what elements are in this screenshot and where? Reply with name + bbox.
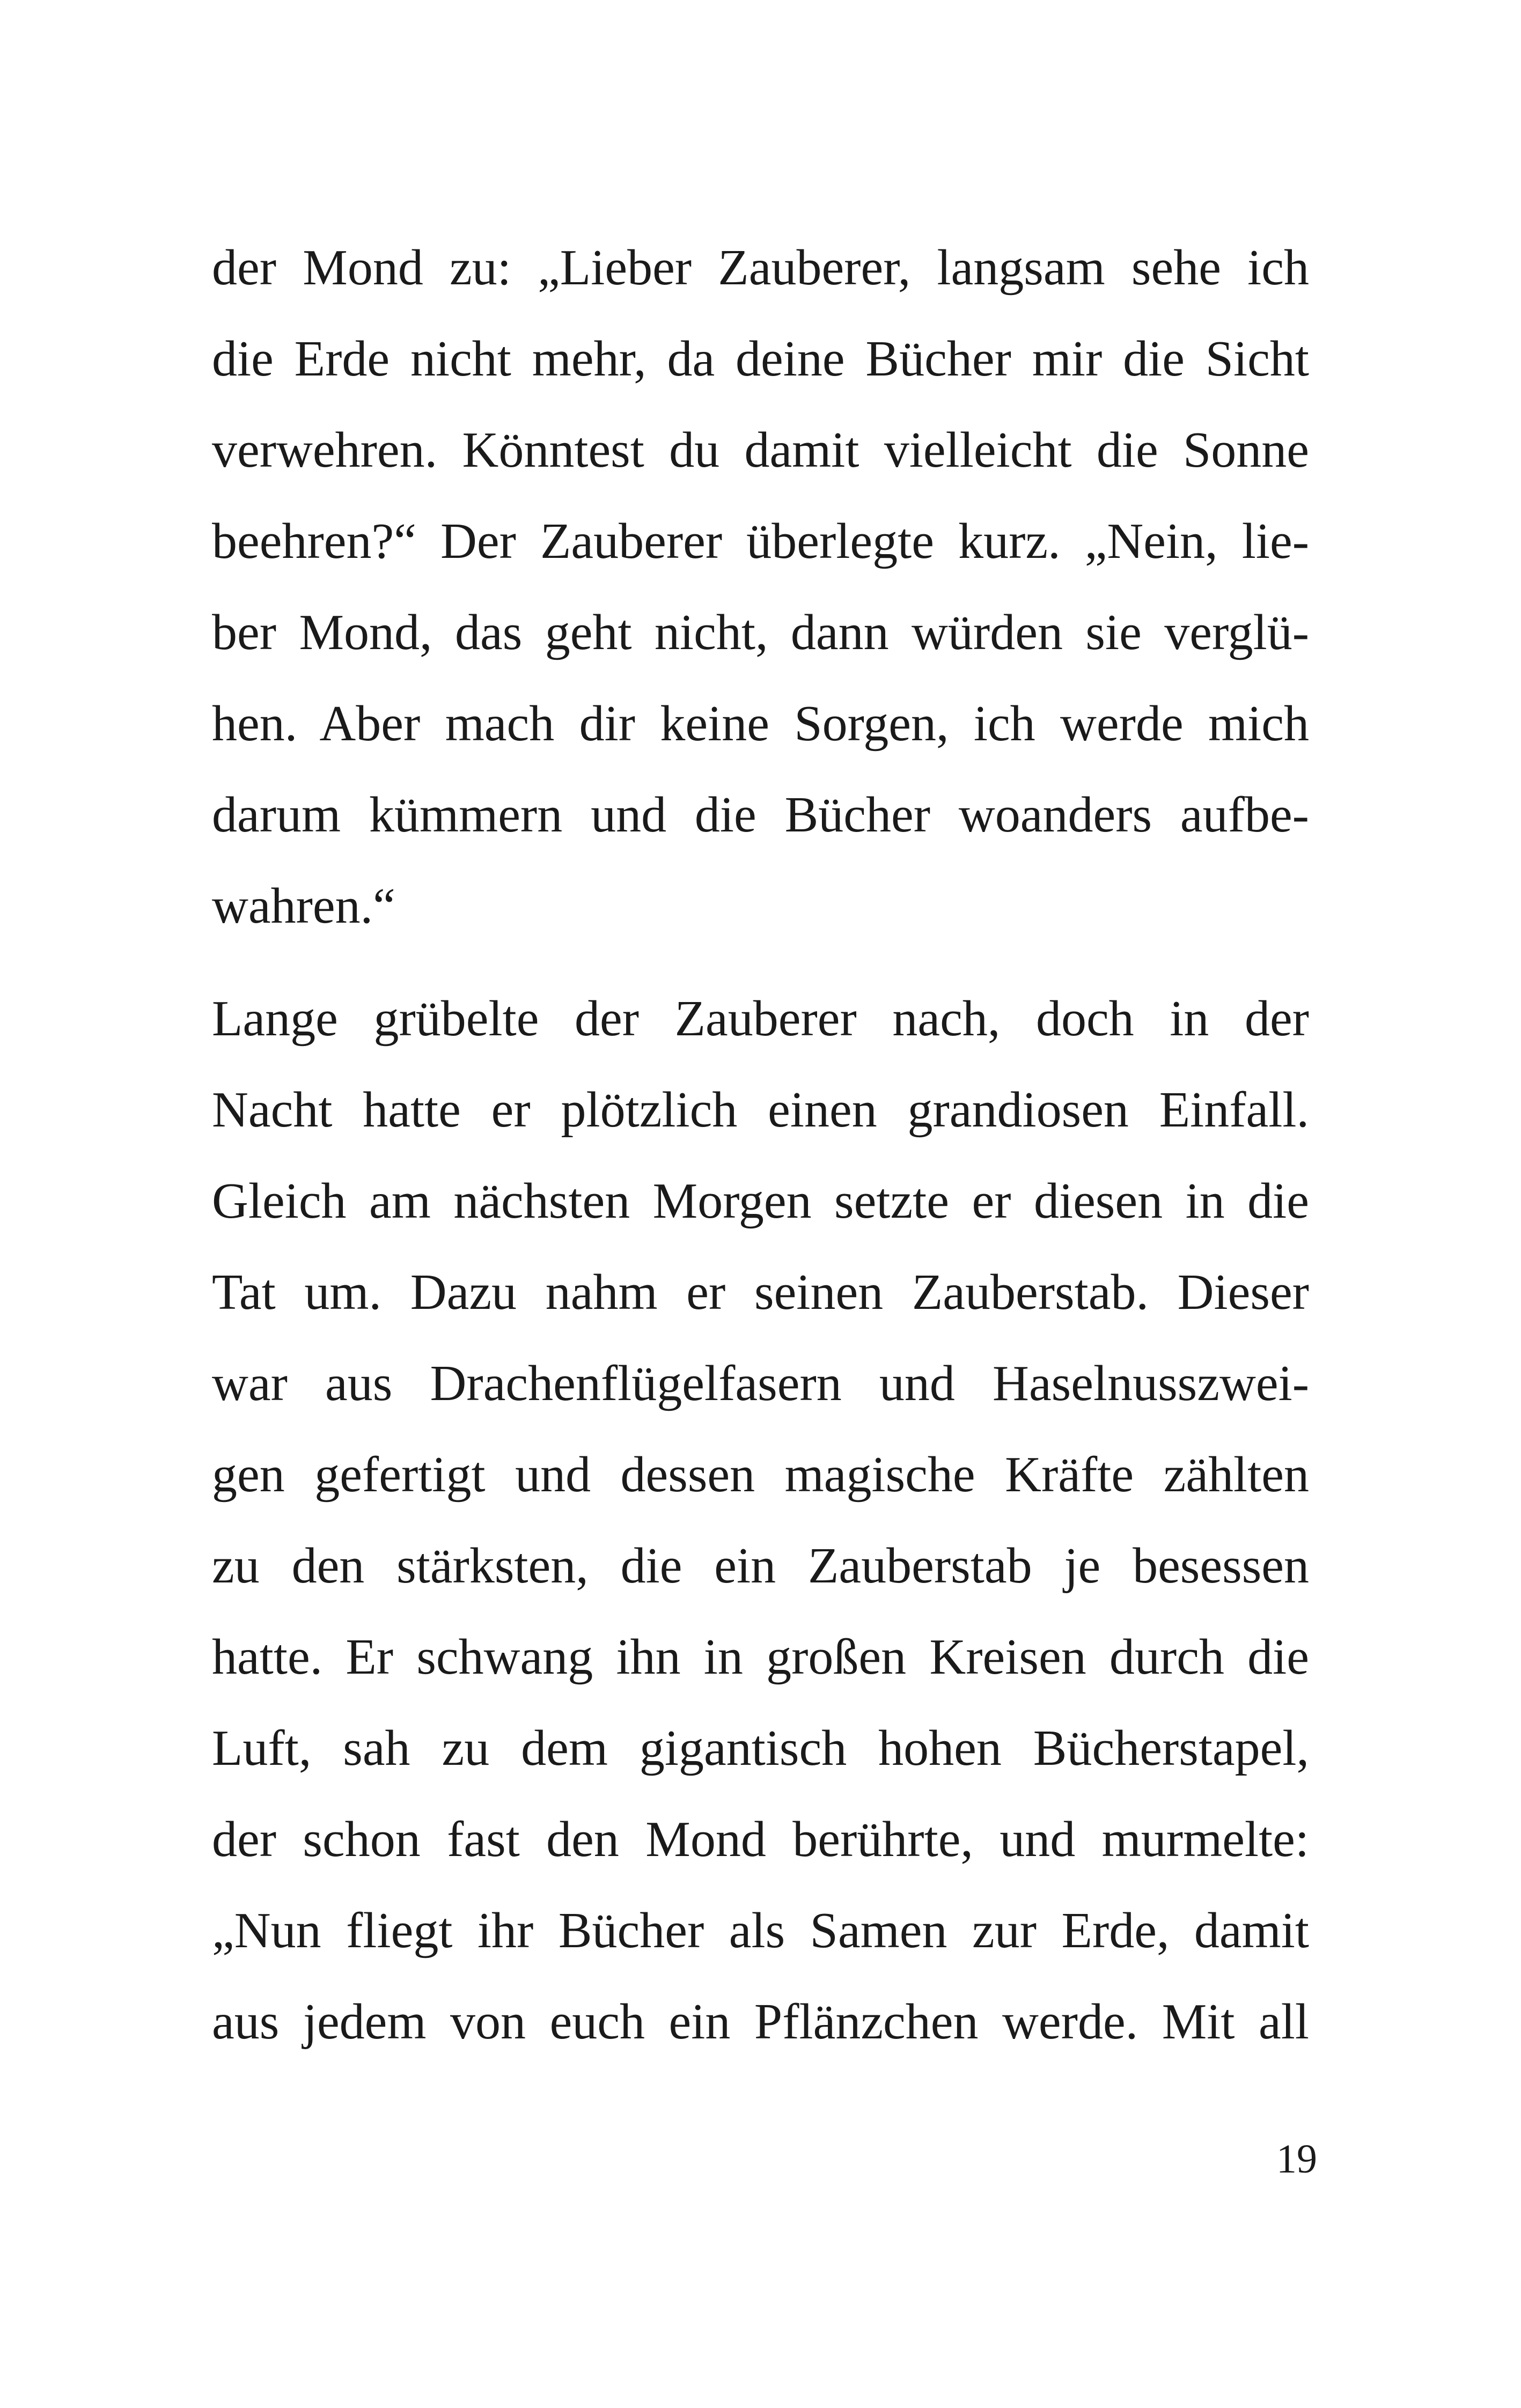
text-line: hen. Aber mach dir keine Sorgen, ich werde mich [212,696,1309,752]
paragraph [212,222,1309,952]
text-line: war aus Drachenflügelfasern und Haselnusszwei- [212,1356,1309,1411]
page-number: 19 [1276,2137,1317,2182]
text-line: der Mond zu: „Lieber Zauberer, langsam sehe ich [212,240,1309,296]
text-line: „Nun fliegt ihr Bücher als Samen zur Erde, damit [212,1903,1309,1958]
text-line: darum kümmern und die Bücher woanders aufbe- [212,787,1309,843]
text-line: Lange grübelte der Zauberer nach, doch in der [212,991,1309,1047]
text-line: der schon fast den Mond berührte, und murmelte: [212,1811,1309,1867]
text-line: ber Mond, das geht nicht, dann würden sie verglü- [212,605,1309,660]
text-line: hatte. Er schwang ihn in großen Kreisen durch die [212,1629,1309,1685]
text-line: Nacht hatte er plötzlich einen grandiosen Einfall. [212,1082,1309,1138]
text-line: Tat um. Dazu nahm er seinen Zauberstab. Dieser [212,1264,1309,1320]
text-line: gen gefertigt und dessen magische Kräfte zählten [212,1447,1309,1503]
text-line: beehren?“ Der Zauberer überlegte kurz. „Nein, lie- [212,513,1309,569]
text-line: Gleich am nächsten Morgen setzte er diesen in die [212,1173,1309,1229]
text-line: wahren.“ [212,878,395,934]
paragraph [212,973,1309,2067]
text-line: zu den stärksten, die ein Zauberstab je besessen [212,1538,1309,1594]
text-line: verwehren. Könntest du damit vielleicht die Sonne [212,422,1309,478]
text-line: die Erde nicht mehr, da deine Bücher mir die Sicht [212,331,1309,387]
text-line: aus jedem von euch ein Pflänzchen werde. Mit all [212,1994,1309,2050]
text-line: Luft, sah zu dem gigantisch hohen Bücherstapel, [212,1720,1309,1776]
